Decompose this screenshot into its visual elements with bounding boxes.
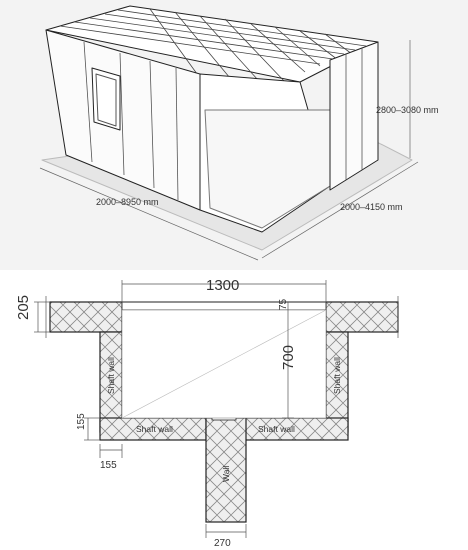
dim-155-horizontal: 155: [100, 460, 117, 471]
dim-700: 700: [280, 344, 297, 370]
dim-205: 205: [15, 294, 32, 320]
dim-270: 270: [214, 538, 231, 549]
label-wall: Wall: [221, 465, 231, 482]
label-shaft-wall-bottom-right: Shaft wall: [258, 424, 295, 434]
label-shaft-wall-bottom-left: Shaft wall: [136, 424, 173, 434]
top-wall-right: [326, 302, 398, 332]
top-beam: [122, 302, 326, 310]
dim-width-label: 2000–4150 mm: [340, 202, 403, 212]
isometric-drawing: [0, 0, 468, 270]
label-shaft-wall-left: Shaft wall: [106, 357, 116, 394]
dim-155-vertical: 155: [76, 413, 87, 430]
label-shaft-wall-right: Shaft wall: [332, 357, 342, 394]
dim-height-label: 2800–3080 mm: [376, 105, 439, 115]
dim-length-label: 2000–8950 mm: [96, 197, 159, 207]
plan-drawing: [0, 270, 468, 550]
dim-1300: 1300: [206, 277, 240, 294]
top-wall-left: [50, 302, 122, 332]
dim-75: 75: [278, 298, 289, 310]
